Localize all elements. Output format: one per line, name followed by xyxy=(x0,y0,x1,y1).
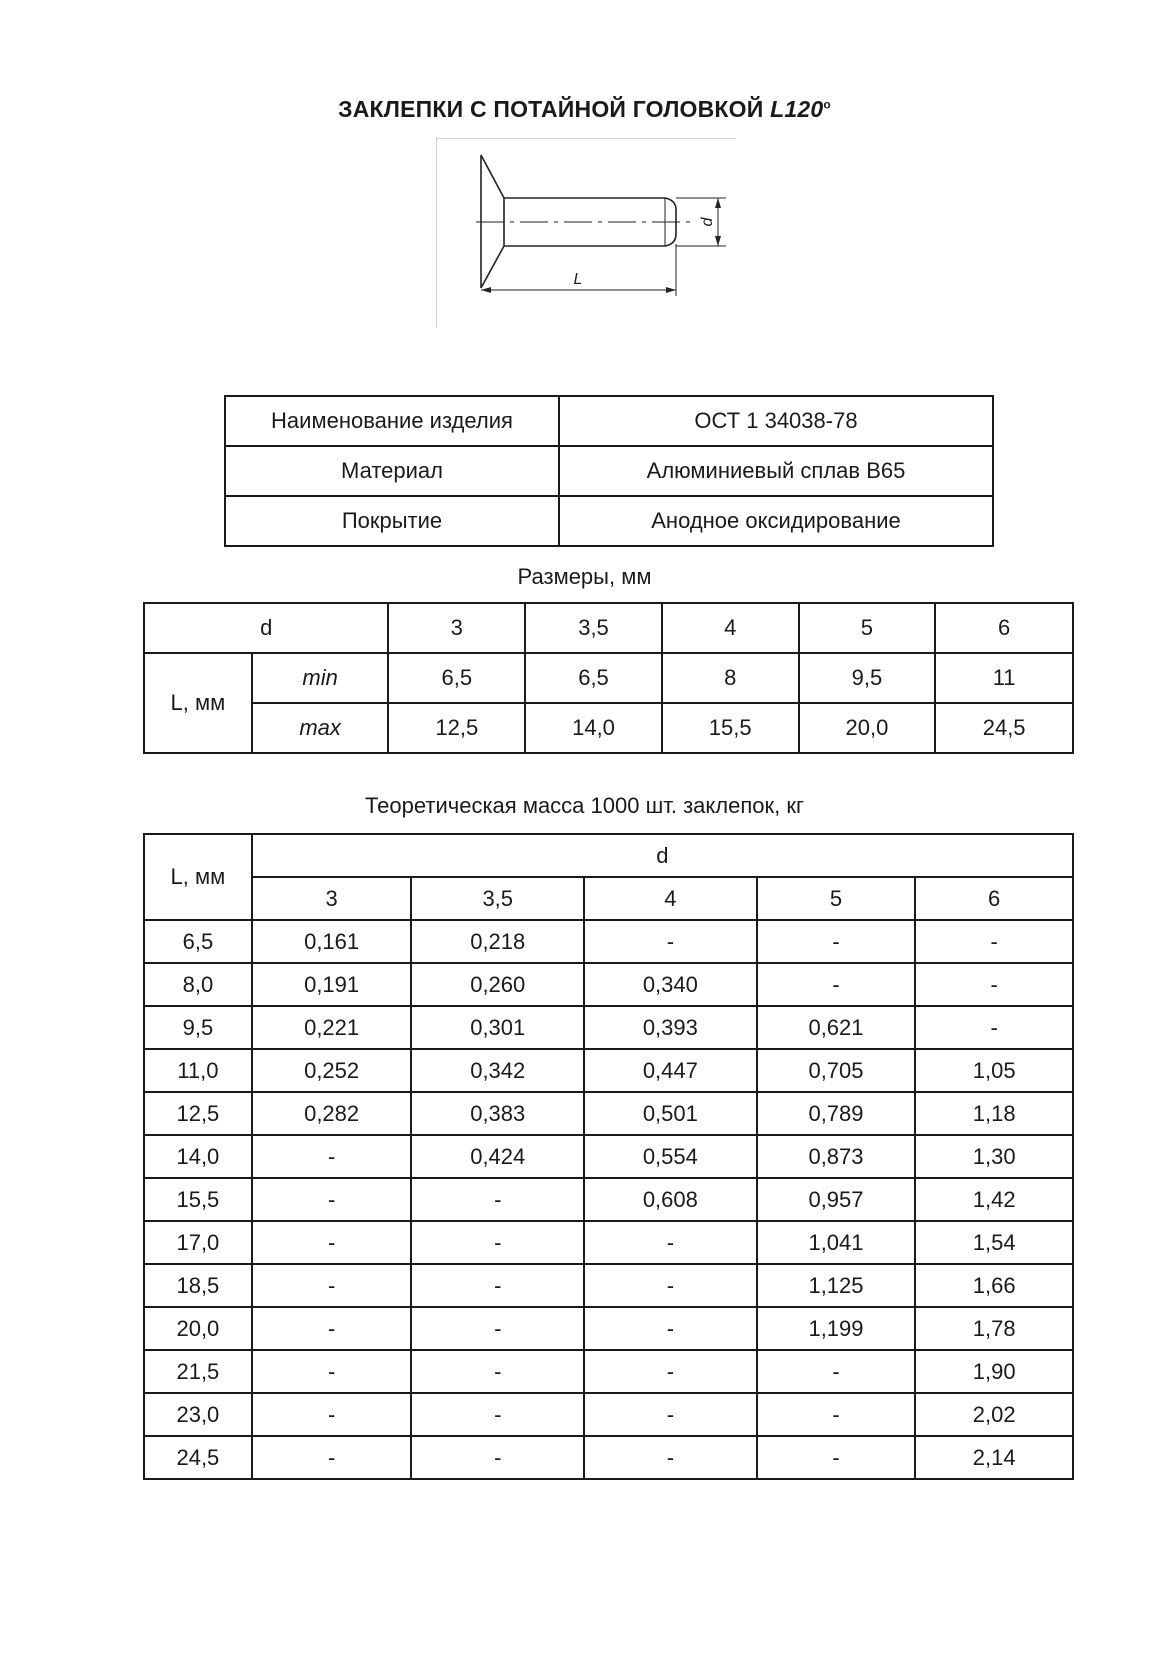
L-value: 17,0 xyxy=(144,1221,252,1264)
dimensions-table xyxy=(143,602,1074,754)
min-value: 6,5 xyxy=(388,653,525,703)
L-value: 21,5 xyxy=(144,1350,252,1393)
L-value: 14,0 xyxy=(144,1135,252,1178)
mass-value: - xyxy=(584,1221,757,1264)
d-arrow xyxy=(715,236,721,246)
d-header: d xyxy=(144,603,388,653)
mass-value: - xyxy=(584,1436,757,1479)
L-value: 24,5 xyxy=(144,1436,252,1479)
d-value: 5 xyxy=(799,603,936,653)
mass-value: - xyxy=(584,1264,757,1307)
mass-value: - xyxy=(252,1436,412,1479)
mass-value: 0,301 xyxy=(411,1006,584,1049)
mass-value: 0,340 xyxy=(584,963,757,1006)
mass-value: - xyxy=(252,1350,412,1393)
L-value: 11,0 xyxy=(144,1049,252,1092)
mass-value: 1,05 xyxy=(915,1049,1073,1092)
d-value: 3 xyxy=(388,603,525,653)
label-L: L xyxy=(573,271,583,288)
mass-value: - xyxy=(411,1307,584,1350)
label-d: d xyxy=(699,217,716,227)
mass-value: - xyxy=(411,1350,584,1393)
mass-value: 0,447 xyxy=(584,1049,757,1092)
L-value: 6,5 xyxy=(144,920,252,963)
table-row xyxy=(144,1307,1073,1350)
mass-value: - xyxy=(915,963,1073,1006)
table-row xyxy=(225,496,993,546)
mass-value: - xyxy=(411,1178,584,1221)
d-value: 3,5 xyxy=(525,603,662,653)
table-row xyxy=(144,1436,1073,1479)
mass-value: - xyxy=(411,1221,584,1264)
mass-value: - xyxy=(584,1307,757,1350)
mass-value: 0,161 xyxy=(252,920,412,963)
table-row xyxy=(144,1178,1073,1221)
info-value: ОСТ 1 34038-78 xyxy=(559,396,993,446)
mass-value: - xyxy=(252,1135,412,1178)
mass-value: 0,554 xyxy=(584,1135,757,1178)
max-value: 14,0 xyxy=(525,703,662,753)
mass-value: 1,041 xyxy=(757,1221,916,1264)
mass-value: 0,873 xyxy=(757,1135,916,1178)
table-row xyxy=(144,1135,1073,1178)
table-row xyxy=(225,446,993,496)
mass-value: 0,221 xyxy=(252,1006,412,1049)
mass-value: - xyxy=(252,1393,412,1436)
table-row xyxy=(144,1264,1073,1307)
mass-value: 0,252 xyxy=(252,1049,412,1092)
mass-caption: Теоретическая масса 1000 шт. заклепок, кг xyxy=(364,793,805,818)
L-value: 9,5 xyxy=(144,1006,252,1049)
mass-value: - xyxy=(411,1264,584,1307)
mass-value: - xyxy=(757,1436,916,1479)
mass-value: - xyxy=(411,1436,584,1479)
table-row xyxy=(144,1393,1073,1436)
mass-value: - xyxy=(252,1221,412,1264)
mass-value: 0,424 xyxy=(411,1135,584,1178)
table-row xyxy=(144,1049,1073,1092)
table-row xyxy=(144,834,1073,877)
table-row xyxy=(225,396,993,446)
mass-value: - xyxy=(584,1350,757,1393)
min-value: 9,5 xyxy=(799,653,936,703)
mass-value: 0,260 xyxy=(411,963,584,1006)
table-row xyxy=(144,703,1073,753)
mass-value: 1,66 xyxy=(915,1264,1073,1307)
mass-value: 0,789 xyxy=(757,1092,916,1135)
table-row xyxy=(144,963,1073,1006)
table-row xyxy=(144,1006,1073,1049)
mass-value: 1,54 xyxy=(915,1221,1073,1264)
table-row xyxy=(144,1350,1073,1393)
mass-value: 0,608 xyxy=(584,1178,757,1221)
mass-value: 0,501 xyxy=(584,1092,757,1135)
mass-value: 1,30 xyxy=(915,1135,1073,1178)
mass-value: - xyxy=(915,1006,1073,1049)
d-value: 3 xyxy=(252,877,412,920)
max-value: 20,0 xyxy=(799,703,936,753)
d-value: 6 xyxy=(915,877,1073,920)
mass-value: 0,621 xyxy=(757,1006,916,1049)
mass-value: 1,78 xyxy=(915,1307,1073,1350)
info-value: Анодное оксидирование xyxy=(559,496,993,546)
mass-value: 2,14 xyxy=(915,1436,1073,1479)
d-value: 6 xyxy=(935,603,1073,653)
mass-value: - xyxy=(757,1393,916,1436)
mass-value: 0,218 xyxy=(411,920,584,963)
L-value: 20,0 xyxy=(144,1307,252,1350)
rivet-drawing xyxy=(436,138,756,328)
L-value: 12,5 xyxy=(144,1092,252,1135)
mass-value: 1,18 xyxy=(915,1092,1073,1135)
max-value: 15,5 xyxy=(662,703,799,753)
L-header: L, мм xyxy=(144,653,252,753)
mass-value: - xyxy=(252,1264,412,1307)
L-arrow xyxy=(481,287,491,293)
mass-value: - xyxy=(757,1350,916,1393)
title-angle: L120 xyxy=(770,96,824,122)
d-value: 5 xyxy=(757,877,916,920)
mass-value: 1,90 xyxy=(915,1350,1073,1393)
d-value: 4 xyxy=(584,877,757,920)
mass-table xyxy=(143,833,1074,1480)
table-row xyxy=(144,877,1073,920)
max-label: max xyxy=(252,703,389,753)
d-arrow xyxy=(715,198,721,208)
L-arrow xyxy=(666,287,676,293)
info-value: Алюминиевый сплав В65 xyxy=(559,446,993,496)
d-header: d xyxy=(252,834,1073,877)
mass-value: - xyxy=(252,1178,412,1221)
product-info-table xyxy=(224,395,994,547)
mass-value: - xyxy=(252,1307,412,1350)
min-value: 8 xyxy=(662,653,799,703)
table-row xyxy=(144,603,1073,653)
mass-value: 1,125 xyxy=(757,1264,916,1307)
L-header: L, мм xyxy=(144,834,252,920)
mass-value: - xyxy=(915,920,1073,963)
d-value: 4 xyxy=(662,603,799,653)
L-value: 23,0 xyxy=(144,1393,252,1436)
mass-value: 0,957 xyxy=(757,1178,916,1221)
d-value: 3,5 xyxy=(411,877,584,920)
table-row xyxy=(144,1221,1073,1264)
mass-value: - xyxy=(757,920,916,963)
mass-value: 0,383 xyxy=(411,1092,584,1135)
min-value: 11 xyxy=(935,653,1073,703)
mass-value: - xyxy=(584,1393,757,1436)
mass-value: 2,02 xyxy=(915,1393,1073,1436)
L-value: 8,0 xyxy=(144,963,252,1006)
mass-value: - xyxy=(584,920,757,963)
mass-value: 1,42 xyxy=(915,1178,1073,1221)
info-label: Покрытие xyxy=(225,496,559,546)
mass-table-body xyxy=(144,920,1073,1479)
mass-value: 0,191 xyxy=(252,963,412,1006)
dimensions-caption: Размеры, мм xyxy=(517,564,652,589)
table-row xyxy=(144,1092,1073,1135)
L-value: 18,5 xyxy=(144,1264,252,1307)
mass-value: 0,342 xyxy=(411,1049,584,1092)
max-value: 12,5 xyxy=(388,703,525,753)
page-title xyxy=(0,96,1169,123)
min-value: 6,5 xyxy=(525,653,662,703)
max-value: 24,5 xyxy=(935,703,1073,753)
mass-value: 0,393 xyxy=(584,1006,757,1049)
info-label: Наименование изделия xyxy=(225,396,559,446)
info-label: Материал xyxy=(225,446,559,496)
min-label: min xyxy=(252,653,389,703)
table-row xyxy=(144,653,1073,703)
title-text: ЗАКЛЕПКИ С ПОТАЙНОЙ ГОЛОВКОЙ xyxy=(338,96,764,122)
mass-value: 0,705 xyxy=(757,1049,916,1092)
mass-value: 0,282 xyxy=(252,1092,412,1135)
table-row xyxy=(144,920,1073,963)
L-value: 15,5 xyxy=(144,1178,252,1221)
mass-value: - xyxy=(757,963,916,1006)
mass-value: 1,199 xyxy=(757,1307,916,1350)
mass-value: - xyxy=(411,1393,584,1436)
title-degree: o xyxy=(823,97,831,112)
